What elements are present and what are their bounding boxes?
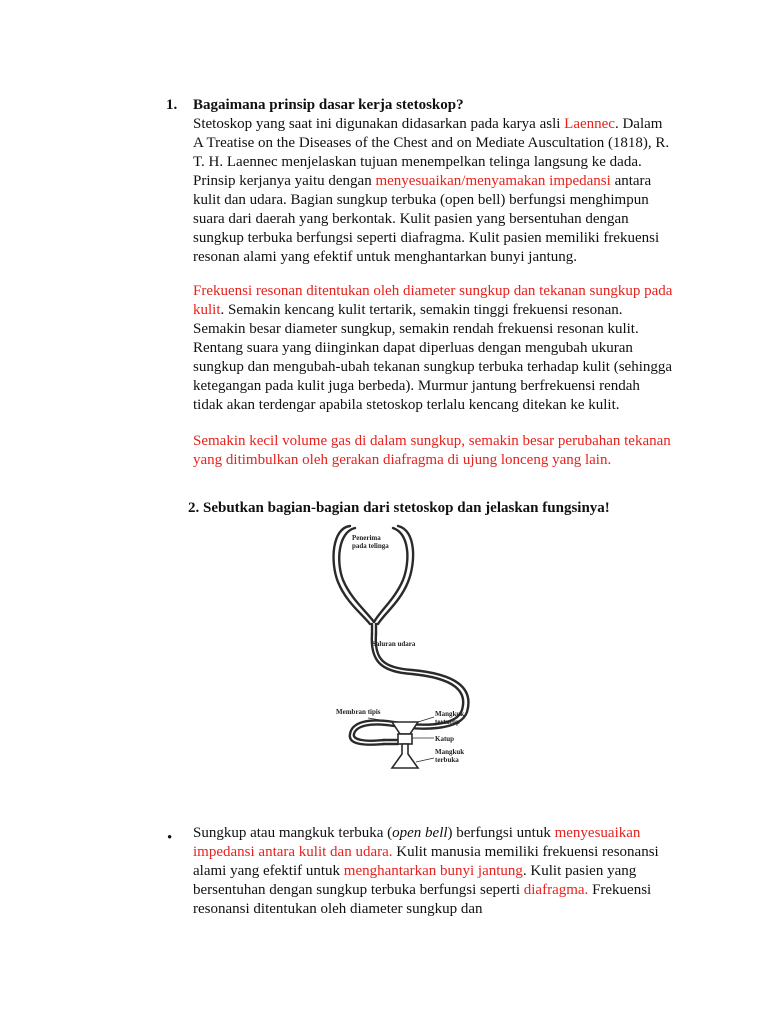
- label-earpiece: Penerima pada telinga: [352, 534, 389, 550]
- question-1-paragraph-3: [193, 432, 673, 470]
- highlighted-text: diafragma.: [523, 882, 589, 898]
- bullet-symbol: •: [167, 830, 173, 846]
- bullet-paragraph: [193, 824, 673, 919]
- question-1-paragraph-2: [193, 282, 673, 415]
- question-1-block: [193, 96, 673, 267]
- text-run: . Dalam A Treatise on the Diseases of the Chest and on Mediate Auscultation (1818), R. T. H. Laennec menjelaskan tujuan menempelkan telinga langsung ke dada. Prinsip kerjanya yaitu dengan: [193, 116, 670, 189]
- highlighted-text: Frekuensi resonan ditentukan oleh diameter sungkup dan tekanan sungkup pada kulit: [193, 283, 673, 318]
- question-1-paragraph-1: [193, 115, 673, 267]
- text-run: open bell: [392, 825, 448, 841]
- question-1-number: 1.: [166, 97, 178, 113]
- text-run: Stetoskop yang saat ini digunakan didasarkan pada karya asli: [193, 116, 565, 132]
- text-run: Sungkup atau mangkuk terbuka (: [193, 825, 393, 841]
- open-bell: [392, 744, 418, 768]
- highlighted-text: menghantarkan bunyi jantung: [343, 863, 523, 879]
- text-run: . Kulit pasien yang bersentuhan dengan sungkup terbuka berfungsi seperti: [193, 863, 637, 898]
- label-closed-bell: Mangkuk tertutup: [435, 710, 465, 726]
- label-membrane: Membran tipis: [336, 708, 381, 716]
- question-1-title: Bagaimana prinsip dasar kerja stetoskop?: [193, 97, 464, 113]
- label-air-tube: Saluran udara: [372, 640, 416, 648]
- text-run: ) berfungsi untuk: [447, 825, 555, 841]
- text-run: antara kulit dan udara. Bagian sungkup terbuka (open bell) berfungsi menghimpun suara dari daerah yang berkontak. Kulit pasien yang bersentuhan dengan sungkup terbuka berfungsi seperti diafragma. Kulit pasien memiliki frekuensi resonan alami yang efektif untuk menghantarkan bunyi jantung.: [193, 173, 660, 265]
- valve: [398, 734, 412, 744]
- highlighted-text: menyesuaikan/menyamakan impedansi: [375, 173, 611, 189]
- text-run: . Semakin kencang kulit tertarik, semakin tinggi frekuensi resonan. Semakin besar diameter sungkup, semakin rendah frekuensi resonan kulit. Rentang suara yang diinginkan dapat diperluas dengan mengubah ukuran sungkup dan mengubah-ubah tekanan sungkup terbuka terhadap kulit (sehingga ketegangan pada kulit juga berbeda). Murmur jantung berfrekuensi rendah tidak akan terdengar apabila stetoskop terlalu kencang ditekan ke kulit.: [193, 302, 673, 413]
- question-2-title: 2. Sebutkan bagian-bagian dari stetoskop dan jelaskan fungsinya!: [188, 500, 610, 516]
- label-open-bell: Mangkuk terbuka: [435, 748, 465, 764]
- text-run: Frekuensi resonansi ditentukan oleh diameter sungkup dan: [193, 882, 652, 917]
- text-run: Kulit manusia memiliki frekuensi resonansi alami yang efektif untuk: [193, 844, 659, 879]
- highlighted-text: menyesuaikan impedansi antara kulit dan udara.: [193, 825, 641, 860]
- closed-bell: [392, 722, 418, 734]
- highlighted-text: Semakin kecil volume gas di dalam sungkup, semakin besar perubahan tekanan yang ditimbulkan oleh gerakan diafragma di ujung lonceng yang lain.: [193, 433, 671, 468]
- label-valve: Katup: [435, 735, 455, 743]
- stethoscope-diagram: [322, 522, 482, 774]
- highlighted-text: Laennec: [564, 116, 615, 132]
